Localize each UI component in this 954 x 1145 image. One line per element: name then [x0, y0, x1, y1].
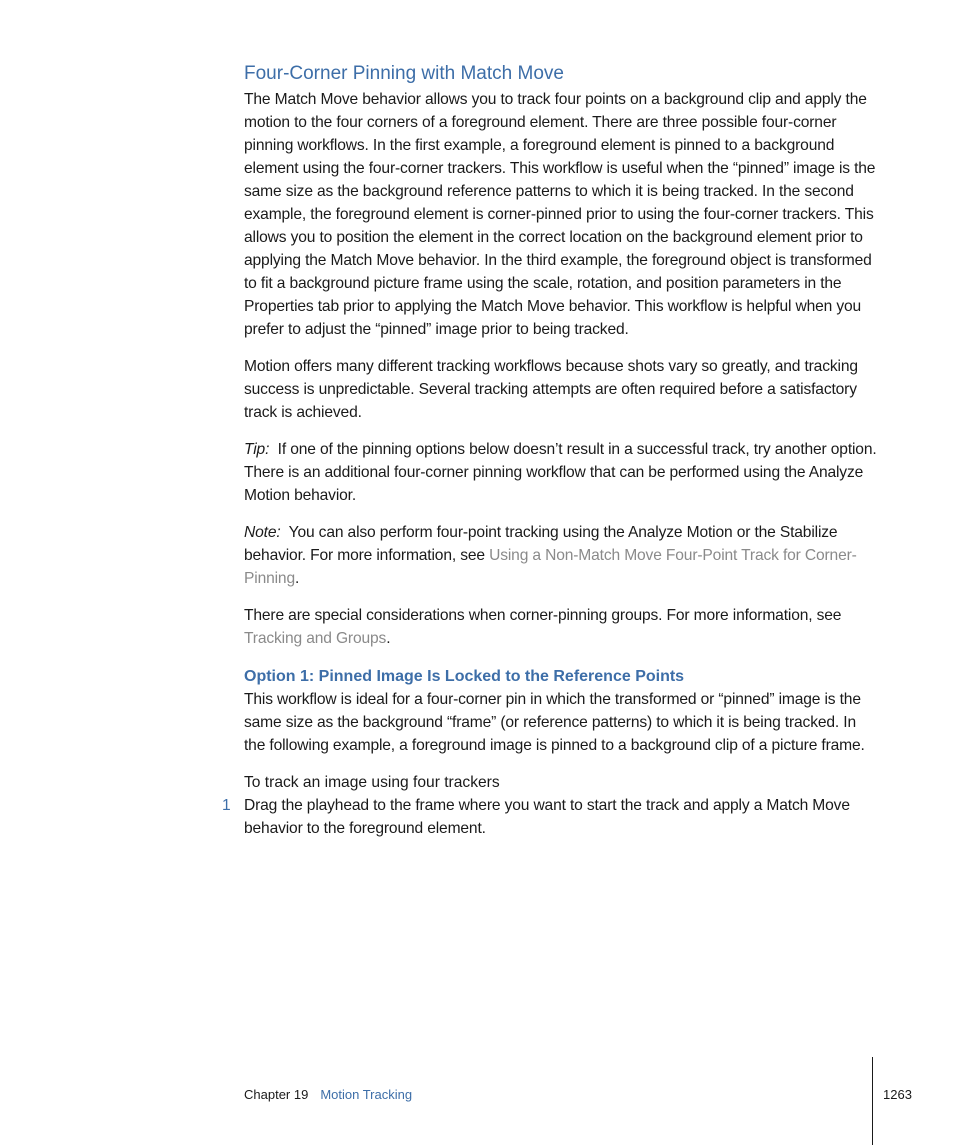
groups-end: . [386, 630, 391, 647]
groups-paragraph [244, 604, 880, 650]
step-item [222, 794, 880, 840]
footer-divider [872, 1057, 873, 1145]
tracking-and-groups-link[interactable]: Tracking and Groups [244, 630, 387, 647]
tip-paragraph [244, 438, 880, 507]
note-paragraph [244, 521, 880, 590]
workflows-paragraph: Motion offers many different tracking workflows because shots vary so greatly, and tracking success is unpredictable. Several tracking attempts are often required before a satisfactory track is achieved. [244, 358, 858, 421]
non-match-move-link[interactable]: Using a Non-Match Move Four-Point Track for Corner-Pinning [244, 547, 857, 587]
page-footer [244, 1086, 412, 1104]
page-number: 1263 [883, 1087, 912, 1102]
task-title: To track an image using four trackers [244, 774, 500, 791]
note-end: . [294, 570, 300, 587]
page-content [222, 62, 880, 840]
subsection-heading: Option 1: Pinned Image Is Locked to the Reference Points [244, 668, 685, 685]
groups-text: There are special considerations when corner-pinning groups. For more information, see [244, 607, 842, 624]
section-heading: Four-Corner Pinning with Match Move [244, 63, 564, 84]
note-label: Note: [244, 524, 281, 541]
option1-paragraph: This workflow is ideal for a four-corner pin in which the transformed or “pinned” image is the same size as the background “frame” (or reference patterns) to which it is being tracked. In the following example, a foreground image is pinned to a background clip of a picture frame. [244, 691, 865, 754]
step-text: Drag the playhead to the frame where you want to start the track and apply a Match Move behavior to the foreground element. [244, 797, 850, 837]
tip-text: If one of the pinning options below doesn’t result in a successful track, try another option. There is an additional four-corner pinning workflow that can be performed using the Analyze Motion behavior. [244, 441, 877, 504]
footer-chapter: Chapter 19 [244, 1087, 309, 1102]
note-text: You can also perform four-point tracking using the Analyze Motion or the Stabilize behavior. For more information, see [244, 524, 838, 564]
intro-paragraph: The Match Move behavior allows you to track four points on a background clip and apply the motion to the four corners of a foreground element. There are three possible four-corner pinning workflows. In the first example, a foreground element is pinned to a background element using the four-corner trackers. This workflow is useful when the “pinned” image is the same size as the background reference patterns to which it is being tracked. In the second example, the foreground element is corner-pinned prior to using the four-corner trackers. This allows you to position the element in the correct location on the background element prior to applying the Match Move behavior. In the third example, the foreground object is transformed to fit a background picture frame using the scale, rotation, and position parameters in the Properties tab prior to applying the Match Move behavior. This workflow is helpful when you prefer to adjust the “pinned” image prior to being tracked. [244, 91, 876, 338]
footer-section-link[interactable]: Motion Tracking [320, 1087, 413, 1102]
step-number: 1 [222, 797, 231, 814]
tip-label: Tip: [244, 441, 270, 458]
